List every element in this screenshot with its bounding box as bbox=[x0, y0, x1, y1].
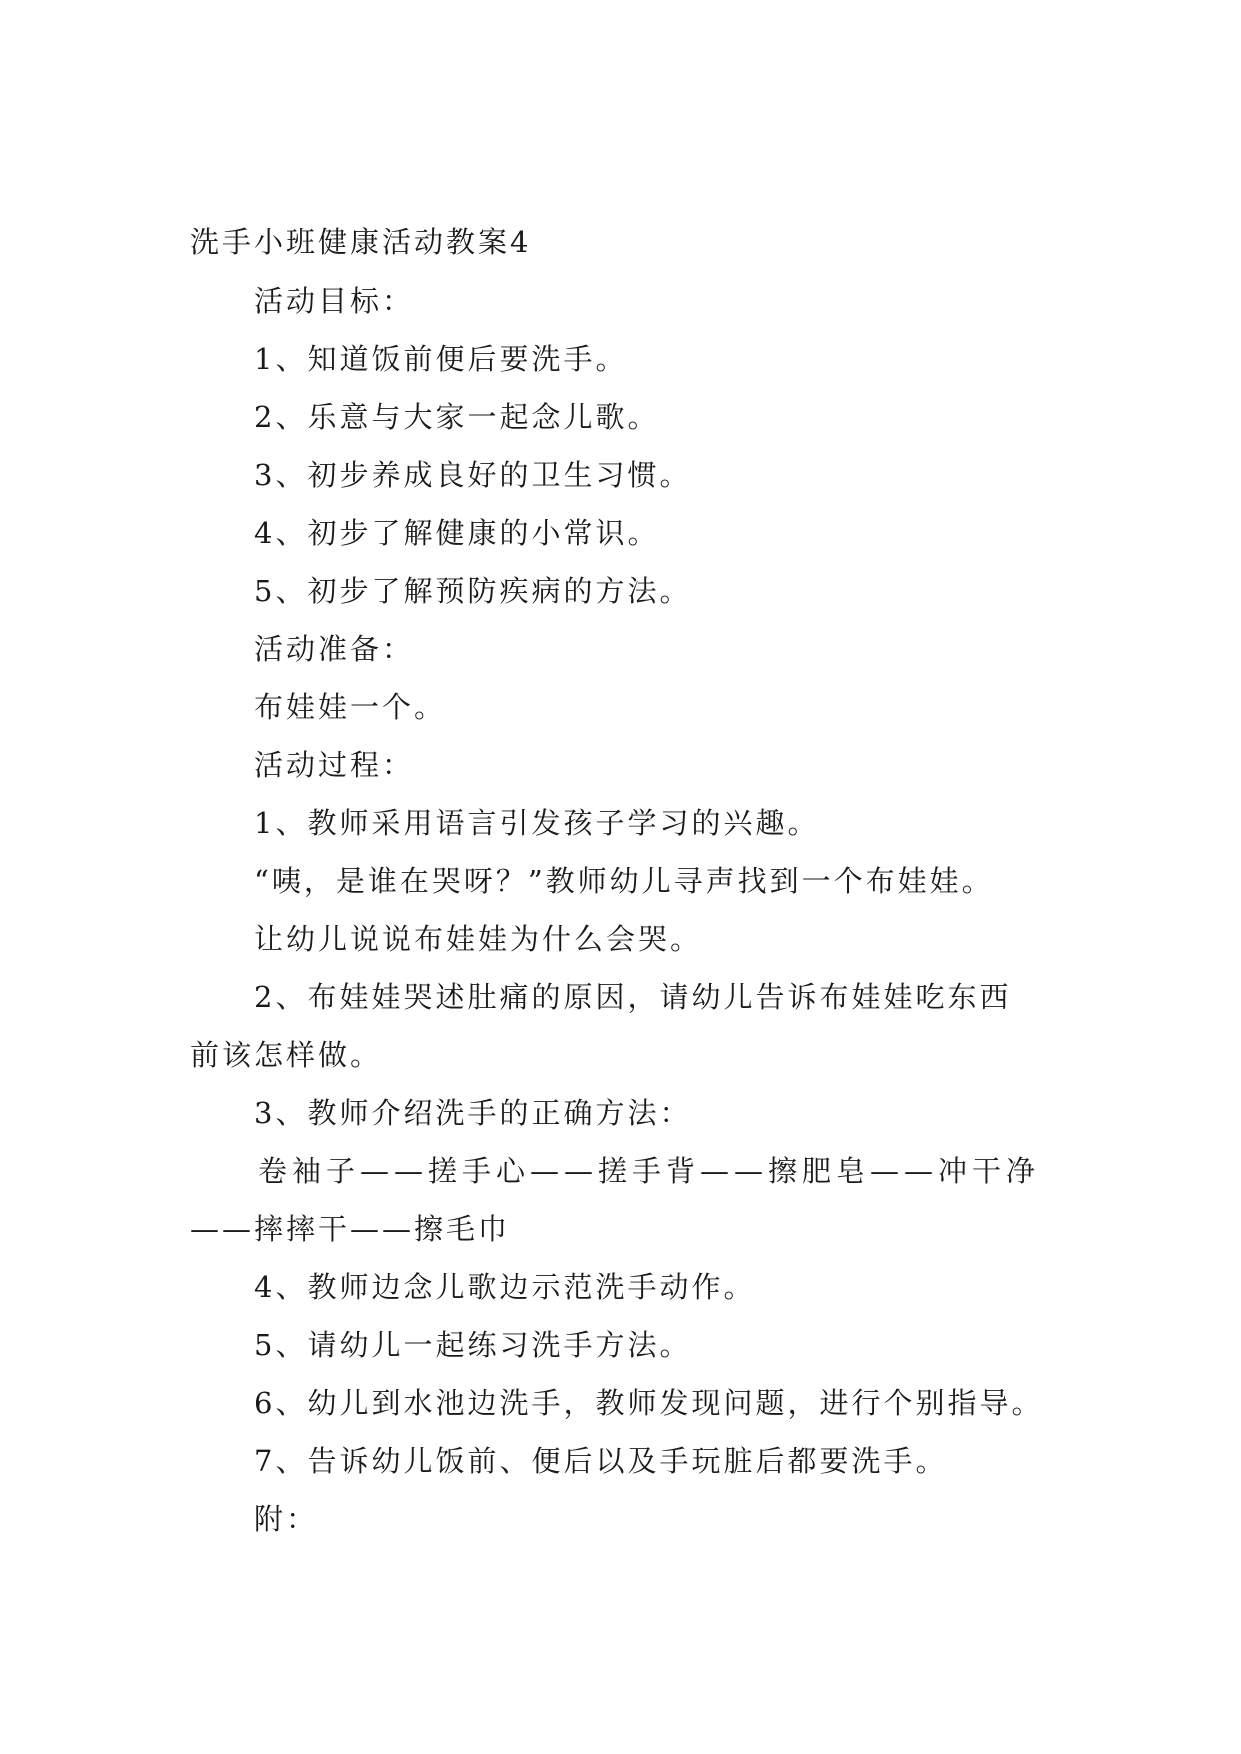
process-step: 7、告诉幼儿饭前、便后以及手玩脏后都要洗手。 bbox=[254, 1444, 948, 1478]
paragraph: 布娃娃一个。 bbox=[254, 690, 447, 724]
process-step: 3、教师介绍洗手的正确方法： bbox=[254, 1096, 692, 1130]
goal-item: 4、初步了解健康的小常识。 bbox=[254, 516, 660, 550]
goal-item: 3、初步养成良好的卫生习惯。 bbox=[254, 458, 692, 492]
paragraph-continuation: ——摔摔干——擦毛巾 bbox=[190, 1212, 511, 1246]
section-heading-goals: 活动目标： bbox=[254, 284, 415, 318]
goal-item: 5、初步了解预防疾病的方法。 bbox=[254, 574, 692, 608]
paragraph: 让幼儿说说布娃娃为什么会哭。 bbox=[254, 922, 703, 956]
process-step: 1、教师采用语言引发孩子学习的兴趣。 bbox=[254, 806, 820, 840]
goal-item: 1、知道饭前便后要洗手。 bbox=[254, 342, 628, 376]
process-step: 5、请幼儿一起练习洗手方法。 bbox=[254, 1328, 692, 1362]
paragraph: “咦，是谁在哭呀？”教师幼儿寻声找到一个布娃娃。 bbox=[254, 864, 994, 898]
goal-item: 2、乐意与大家一起念儿歌。 bbox=[254, 400, 660, 434]
paragraph: 卷袖子——搓手心——搓手背——擦肥皂——冲干净 bbox=[258, 1154, 1041, 1188]
process-step: 6、幼儿到水池边洗手，教师发现问题，进行个别指导。 bbox=[254, 1386, 1044, 1420]
process-step: 4、教师边念儿歌边示范洗手动作。 bbox=[254, 1270, 756, 1304]
paragraph-continuation: 前该怎样做。 bbox=[190, 1038, 383, 1072]
document-title: 洗手小班健康活动教案4 bbox=[190, 225, 532, 259]
process-step: 2、布娃娃哭述肚痛的原因，请幼儿告诉布娃娃吃东西 bbox=[254, 980, 1012, 1014]
section-heading-process: 活动过程： bbox=[254, 748, 415, 782]
appendix-heading: 附： bbox=[254, 1502, 319, 1536]
section-heading-preparation: 活动准备： bbox=[254, 632, 415, 666]
